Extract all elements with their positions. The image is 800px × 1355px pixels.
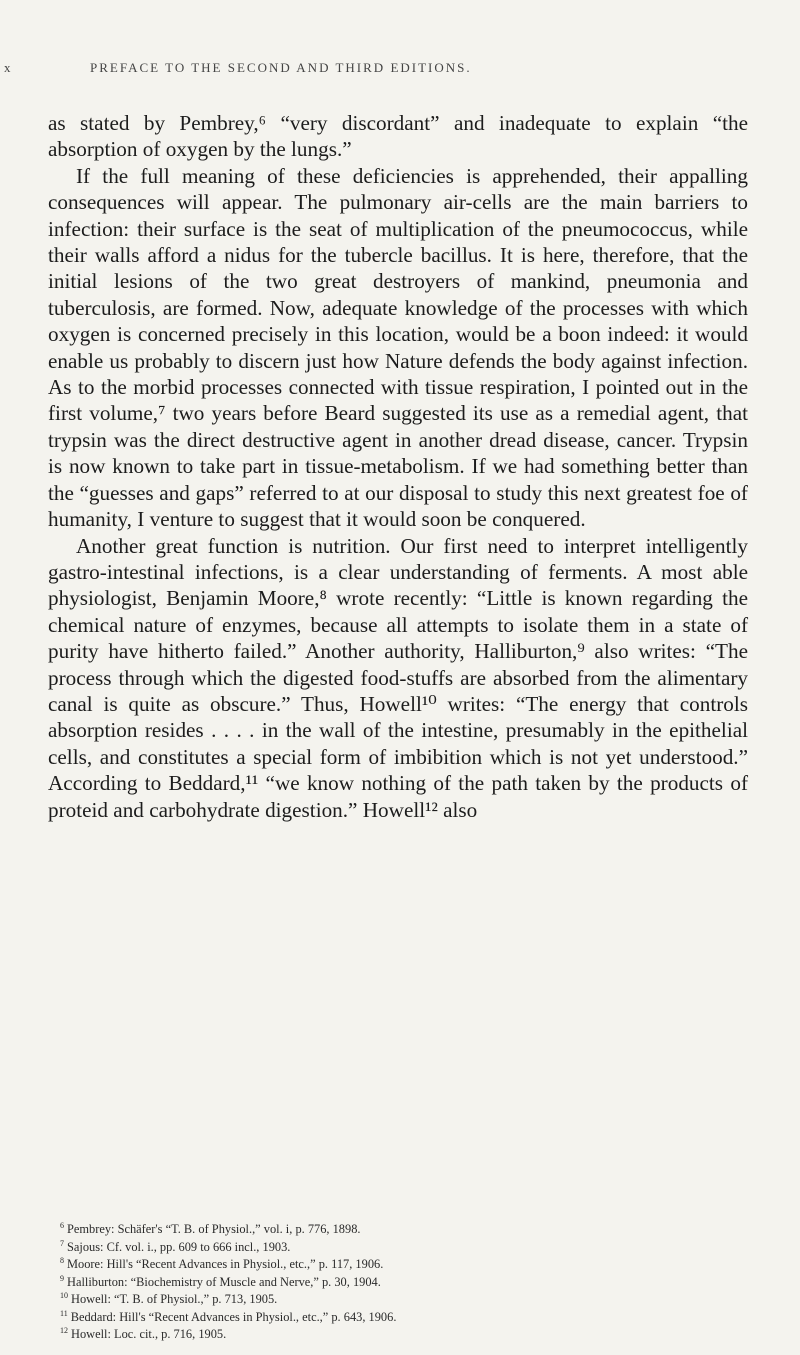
footnote-text: Pembrey: Schäfer's “T. B. of Physiol.,” vol. i, p. 776, 1898.	[67, 1222, 361, 1237]
footnote	[60, 1219, 750, 1237]
footnote	[60, 1289, 750, 1307]
footnote-number: 11	[60, 1308, 68, 1318]
footnote-number: 9	[60, 1273, 64, 1283]
body-text	[48, 110, 748, 823]
paragraph: Another great function is nutrition. Our first need to interpret intelligently gastro-intestinal infections, is a clear understanding of ferments. A most able physiologist, Benjamin Moore,⁸ wrote recently: “Little is known regarding the chemical nature of enzymes, because all attempts to isolate them in a state of purity have hitherto failed.” Another authority, Halliburton,⁹ also writes: “The process through which the digested food-stuffs are absorbed from the alimentary canal is quite as obscure.” Thus, Howell¹⁰ writes: “The energy that controls absorption resides . . . . in the wall of the intestine, presumably in the epithelial cells, and constitutes a special form of imbibition which is not yet understood.” According to Beddard,¹¹ “we know nothing of the path taken by the products of proteid and carbohydrate digestion.” Howell¹² also	[48, 533, 748, 822]
footnote-text: Moore: Hill's “Recent Advances in Physiol., etc.,” p. 117, 1906.	[67, 1257, 384, 1272]
running-title: PREFACE TO THE SECOND AND THIRD EDITIONS.	[90, 60, 472, 75]
footnote	[60, 1324, 750, 1342]
footnote-number: 12	[60, 1326, 68, 1336]
page-number: x	[4, 60, 13, 75]
footnote-number: 7	[60, 1238, 64, 1248]
footnote-number: 10	[60, 1291, 68, 1301]
footnote	[60, 1254, 750, 1272]
footnote	[60, 1237, 750, 1255]
footnote-text: Halliburton: “Biochemistry of Muscle and Nerve,” p. 30, 1904.	[67, 1274, 381, 1289]
footnote-text: Beddard: Hill's “Recent Advances in Physiol., etc.,” p. 643, 1906.	[70, 1309, 397, 1324]
running-head	[0, 60, 800, 82]
footnote-text: Sajous: Cf. vol. i., pp. 609 to 666 incl., 1903.	[67, 1239, 291, 1254]
footnote-number: 6	[60, 1221, 64, 1230]
paragraph: If the full meaning of these deficiencies is apprehended, their appalling consequences will appear. The pulmonary air-cells are the main barriers to infection: their surface is the seat of multiplication of the pneumococcus, while their walls afford a nidus for the tubercle bacillus. It is here, therefore, that the initial lesions of the two great destroyers of mankind, pneumonia and tuberculosis, are formed. Now, adequate knowledge of the processes with which oxygen is concerned precisely in this location, would be a boon indeed: it would enable us probably to discern just how Nature defends the body against infection. As to the morbid processes connected with tissue respiration, I pointed out in the first volume,⁷ two years before Beard suggested its use as a remedial agent, that trypsin was the direct destructive agent in another dread disease, cancer. Trypsin is now known to take part in tissue-metabolism. If we had something better than the “guesses and gaps” referred to at our disposal to study this next greatest foe of humanity, I venture to suggest that it would soon be conquered.	[48, 163, 748, 532]
paragraph: as stated by Pembrey,⁶ “very discordant” and inadequate to explain “the absorption of oxygen by the lungs.”	[48, 111, 748, 162]
footnote-text: Howell: “T. B. of Physiol.,” p. 713, 1905.	[71, 1292, 278, 1307]
footnote-text: Howell: Loc. cit., p. 716, 1905.	[71, 1327, 227, 1342]
footnotes	[60, 1219, 750, 1342]
footnote	[60, 1272, 750, 1290]
footnote	[60, 1307, 750, 1325]
footnote-number: 8	[60, 1256, 64, 1266]
